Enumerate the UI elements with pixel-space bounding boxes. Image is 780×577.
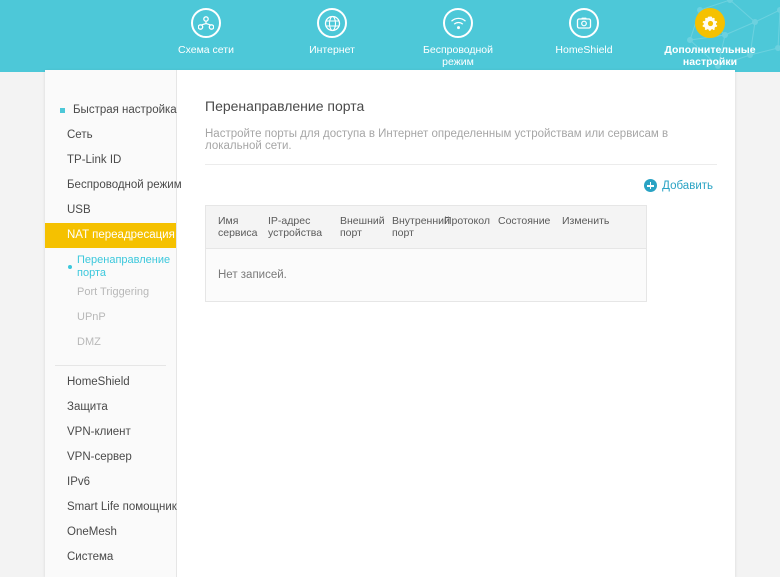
sidebar-item-onemesh[interactable]	[45, 520, 176, 545]
shield-camera-icon	[569, 8, 599, 38]
column-header-modify: Изменить	[562, 215, 610, 227]
table-body	[206, 249, 646, 301]
sidebar-divider	[55, 365, 166, 366]
sidebar-subitem-label: Перенаправление порта	[77, 254, 171, 279]
sidebar-subitem-port-triggering[interactable]	[45, 280, 176, 305]
sidebar-item-label: Защита	[67, 401, 108, 413]
column-header-status: Состояние	[498, 215, 551, 227]
nav-item-internet[interactable]	[286, 6, 378, 56]
sidebar-item-smart-life-assistant[interactable]	[45, 495, 176, 520]
nav-item-wireless[interactable]	[412, 6, 504, 68]
sidebar-item-quick-setup[interactable]	[45, 98, 176, 123]
nav-label: HomeShield	[555, 44, 613, 56]
sidebar-subitem-label: Port Triggering	[77, 286, 150, 298]
sidebar-subitem-upnp[interactable]	[45, 305, 176, 330]
column-header-external-port: Внешний порт	[340, 215, 385, 239]
sidebar-subitem-label: UPnP	[77, 311, 106, 323]
nav-label: Беспроводной режим	[422, 44, 494, 68]
column-header-protocol: Протокол	[444, 215, 490, 227]
sidebar-item-label: TP-Link ID	[67, 154, 122, 166]
add-button-label: Добавить	[662, 179, 713, 192]
sidebar-item-ipv6[interactable]	[45, 470, 176, 495]
sidebar-menu	[45, 70, 182, 577]
nav-label: Схема сети	[178, 44, 234, 56]
sidebar-item-label: OneMesh	[67, 526, 117, 538]
top-navigation	[160, 6, 756, 68]
plus-icon	[644, 179, 657, 192]
sidebar-item-label: HomeShield	[67, 376, 130, 388]
sidebar-item-network[interactable]	[45, 123, 176, 148]
sidebar-item-label: IPv6	[67, 476, 91, 488]
nav-label: Дополнительные настройки	[664, 44, 756, 68]
sidebar-item-label: Система	[67, 551, 114, 563]
network-map-icon	[191, 8, 221, 38]
column-header-internal-port: Внутренний порт	[392, 215, 450, 239]
sidebar-item-vpn-server[interactable]	[45, 445, 176, 470]
sidebar-item-label: USB	[67, 204, 91, 216]
nav-item-network-map[interactable]	[160, 6, 252, 56]
sidebar-item-usb[interactable]	[45, 198, 176, 223]
table-toolbar	[205, 179, 713, 195]
nav-label: Интернет	[309, 44, 355, 56]
sidebar-item-homeshield[interactable]	[45, 370, 176, 395]
sidebar-item-label: Быстрая настройка	[73, 104, 177, 116]
content-panel	[45, 70, 735, 577]
sidebar-item-label: Smart Life помощник	[67, 501, 177, 513]
wifi-icon	[443, 8, 473, 38]
page-title: Перенаправление порта	[205, 98, 365, 114]
nav-item-homeshield[interactable]	[538, 6, 630, 56]
column-header-service-name: Имя сервиса	[218, 215, 258, 239]
globe-icon	[317, 8, 347, 38]
nav-item-advanced-settings[interactable]	[664, 6, 756, 68]
add-button[interactable]	[644, 179, 713, 192]
sidebar-item-nat-forwarding[interactable]	[45, 223, 176, 248]
sidebar-subitem-label: DMZ	[77, 336, 101, 348]
sidebar-item-label: NAT переадресация	[67, 229, 175, 241]
sidebar-item-label: Сеть	[67, 129, 93, 141]
sidebar-subitem-port-forwarding[interactable]	[45, 254, 176, 280]
sidebar-item-vpn-client[interactable]	[45, 420, 176, 445]
active-dot-icon	[68, 265, 72, 269]
sidebar-subitem-dmz[interactable]	[45, 330, 176, 355]
sidebar-item-protection[interactable]	[45, 395, 176, 420]
column-header-device-ip: IP-адрес устройства	[268, 215, 323, 239]
page-description: Настройте порты для доступа в Интернет определенным устройствам или сервисам в локальной сети.	[205, 128, 717, 165]
sidebar-item-label: Беспроводной режим	[67, 179, 182, 191]
sidebar-submenu-nat	[45, 248, 176, 361]
sidebar-item-tplink-id[interactable]	[45, 148, 176, 173]
table-header-row	[206, 206, 646, 249]
top-header-bar	[0, 0, 780, 72]
bullet-icon	[60, 108, 65, 113]
main-content	[177, 70, 735, 577]
sidebar-item-system[interactable]	[45, 545, 176, 570]
sidebar-item-wireless[interactable]	[45, 173, 182, 198]
gear-icon	[695, 8, 725, 38]
empty-state-text: Нет записей.	[218, 269, 287, 281]
sidebar-item-label: VPN-клиент	[67, 426, 131, 438]
port-forwarding-table	[205, 205, 647, 302]
sidebar-item-label: VPN-сервер	[67, 451, 132, 463]
